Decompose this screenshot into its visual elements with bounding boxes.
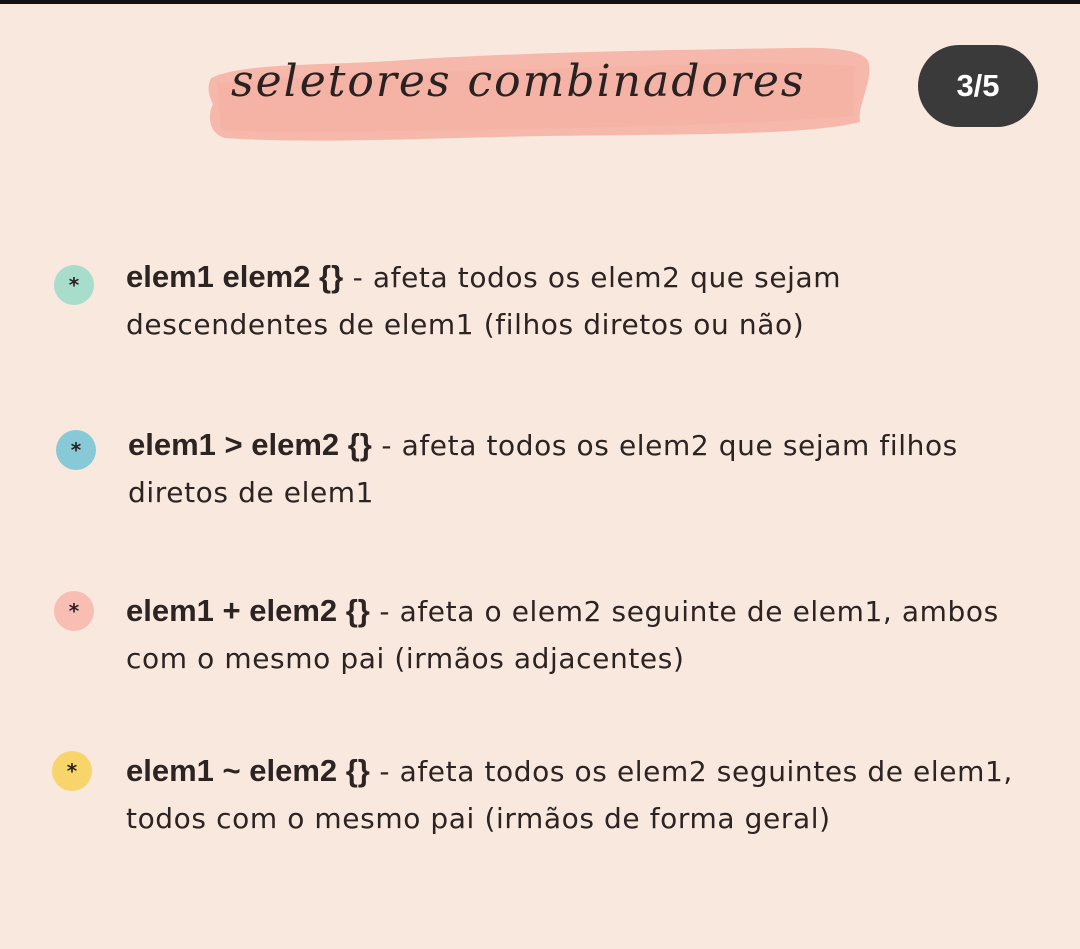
list-item-text — [128, 421, 1048, 516]
selector-code: elem1 + elem2 {} — [126, 593, 370, 628]
selector-code: elem1 ~ elem2 {} — [126, 753, 370, 788]
selector-code: elem1 > elem2 {} — [128, 427, 372, 462]
selector-description: - afeta todos os elem2 que sejam filhos diretos de elem1 — [128, 429, 958, 509]
page-title: seletores combinadores — [231, 56, 806, 107]
selector-code: elem1 elem2 {} — [126, 259, 344, 294]
selector-description: - afeta todos os elem2 que sejam descendentes de elem1 (filhos diretos ou não) — [126, 261, 842, 341]
list-item-text — [126, 253, 1046, 348]
list-item-text — [126, 587, 1046, 682]
asterisk-icon: * — [56, 430, 96, 470]
asterisk-icon: * — [54, 265, 94, 305]
asterisk-icon: * — [54, 591, 94, 631]
page-indicator-badge: 3/5 — [918, 45, 1038, 127]
top-border — [0, 0, 1080, 4]
list-item-text — [126, 747, 1046, 842]
selector-description: - afeta todos os elem2 seguintes de elem1, todos com o mesmo pai (irmãos de forma geral) — [126, 755, 1013, 835]
asterisk-icon: * — [52, 751, 92, 791]
title-banner — [205, 44, 873, 148]
selector-description: - afeta o elem2 seguinte de elem1, ambos com o mesmo pai (irmãos adjacentes) — [126, 595, 999, 675]
